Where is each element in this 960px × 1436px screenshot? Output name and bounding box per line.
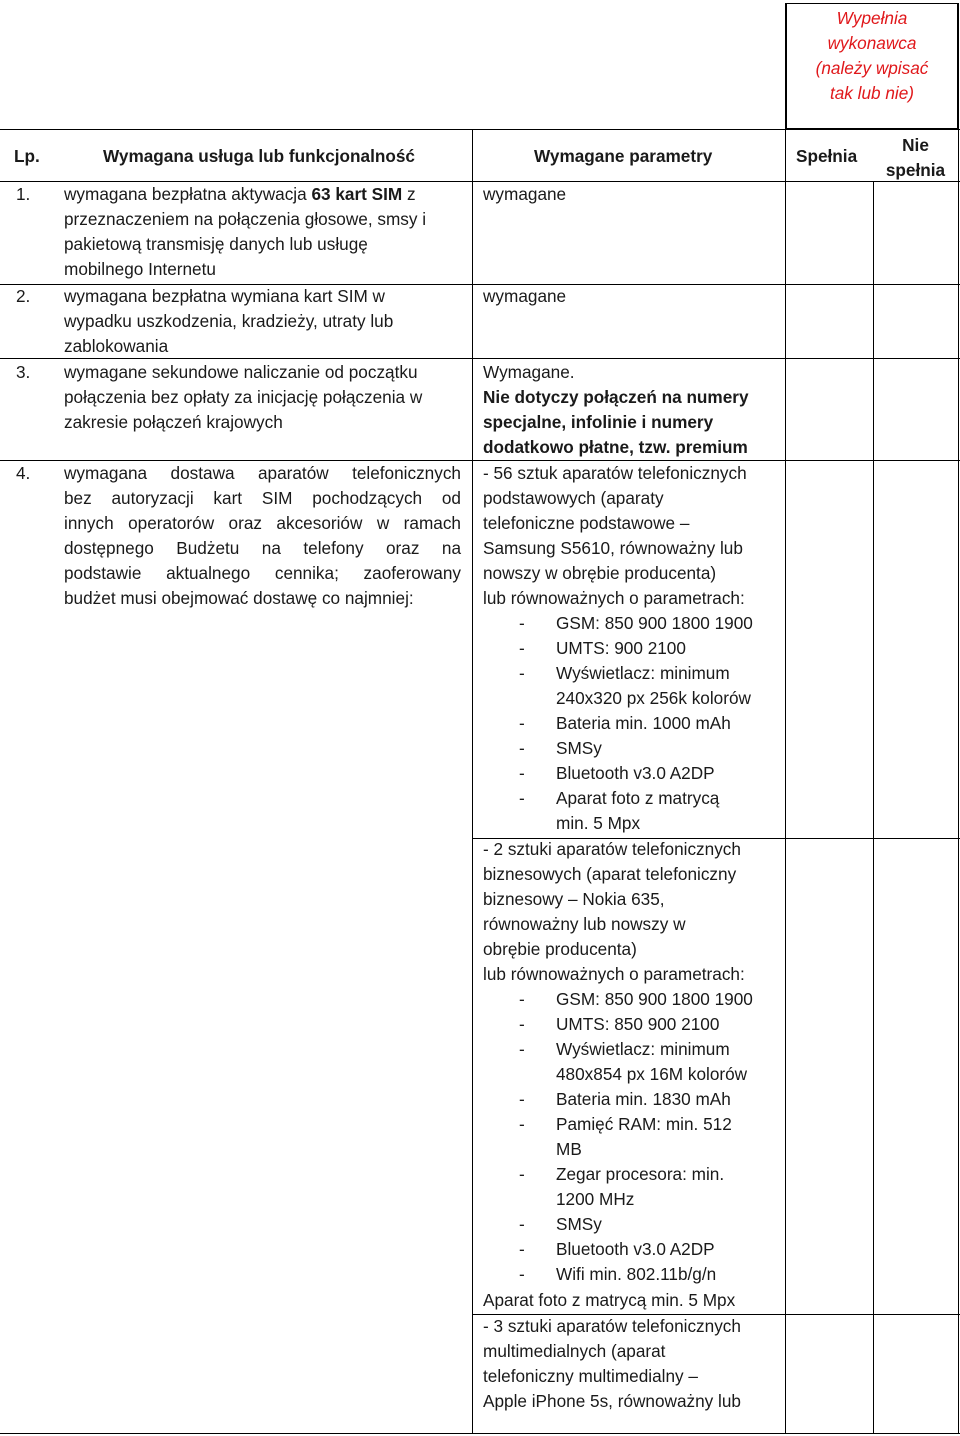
row-text-line: zablokowania <box>64 336 169 356</box>
spec-item: MB <box>556 1139 582 1159</box>
note-line: Wypełnia <box>836 8 908 28</box>
header-not-meets-line: Nie <box>902 135 929 155</box>
header-params: Wymagane parametry <box>534 146 713 166</box>
spec-item: Zegar procesora: min. <box>556 1164 725 1184</box>
spec-item: Wyświetlacz: minimum <box>556 663 730 683</box>
row-text-line: budżet musi obejmować dostawę co najmniej: <box>64 588 414 608</box>
spec-item: Bluetooth v3.0 A2DP <box>556 763 715 783</box>
row-text-line: zakresie połączeń krajowych <box>64 412 283 432</box>
spec-item: GSM: 850 900 1800 1900 <box>556 989 753 1009</box>
bullet-dash: - <box>519 638 525 658</box>
bullet-dash: - <box>519 663 525 683</box>
header-service: Wymagana usługa lub funkcjonalność <box>103 146 415 166</box>
sim-count: 63 kart SIM <box>311 184 403 204</box>
phones-line: nowszy w obrębie producenta) <box>483 563 717 583</box>
bullet-dash: - <box>519 1114 525 1134</box>
phones-line: lub równoważnych o parametrach: <box>483 588 745 608</box>
row-text-line: wymagana dostawa aparatów telefonicznych <box>64 463 461 483</box>
row-param-note: specjalne, infolinie i numery <box>483 412 714 432</box>
spec-item: Wyświetlacz: minimum <box>556 1039 730 1059</box>
row-text-line: połączenia bez opłaty za inicjację połączenia w <box>64 387 423 407</box>
phones-line: telefoniczne podstawowe – <box>483 513 690 533</box>
row-text-part: wymagana bezpłatna aktywacja <box>64 184 312 204</box>
spec-item: Wifi min. 802.11b/g/n <box>556 1264 717 1284</box>
phones-line: telefoniczny multimedialny – <box>483 1366 698 1386</box>
spec-item: UMTS: 900 2100 <box>556 638 686 658</box>
row-text-line: podstawie aktualnego cennika; zaoferowany <box>64 563 461 583</box>
phones-line: lub równoważnych o parametrach: <box>483 964 745 984</box>
header-meets: Spełnia <box>796 146 858 166</box>
bullet-dash: - <box>519 1089 525 1109</box>
header-not-meets-line: spełnia <box>885 160 946 180</box>
header-lp: Lp. <box>14 146 40 166</box>
phones-line: obrębie producenta) <box>483 939 637 959</box>
bullet-dash: - <box>519 1214 525 1234</box>
spec-item: Bluetooth v3.0 A2DP <box>556 1239 715 1259</box>
spec-item: 480x854 px 16M kolorów <box>556 1064 748 1084</box>
row-number: 4. <box>16 463 31 483</box>
phones-line: biznesowych (aparat telefoniczny <box>483 864 737 884</box>
phones-line: podstawowych (aparaty <box>483 488 664 508</box>
row-text-line: wypadku uszkodzenia, kradzieży, utraty lub <box>64 311 394 331</box>
spec-item: Aparat foto z matrycą <box>556 788 720 808</box>
row-param-note: Nie dotyczy połączeń na numery <box>483 387 749 407</box>
spec-item: 1200 MHz <box>556 1189 635 1209</box>
bullet-dash: - <box>519 1014 525 1034</box>
bullet-dash: - <box>519 1039 525 1059</box>
bullet-dash: - <box>519 1264 525 1284</box>
phones-line: - 56 sztuk aparatów telefonicznych <box>483 463 747 483</box>
phones-footer: Aparat foto z matrycą min. 5 Mpx <box>483 1290 736 1310</box>
spec-item: min. 5 Mpx <box>556 813 641 833</box>
row-number: 2. <box>16 286 31 306</box>
bullet-dash: - <box>519 1239 525 1259</box>
spec-item: SMSy <box>556 1214 602 1234</box>
phones-line: Samsung S5610, równoważny lub <box>483 538 743 558</box>
row-param-line: Wymagane. <box>483 362 575 382</box>
note-line: (należy wpisać <box>815 58 929 78</box>
row-text-part: z <box>402 184 416 204</box>
phones-line: biznesowy – Nokia 635, <box>483 889 665 909</box>
spec-item: Bateria min. 1000 mAh <box>556 713 731 733</box>
row-param-note: dodatkowo płatne, tzw. premium <box>483 437 748 457</box>
bullet-dash: - <box>519 738 525 758</box>
row-param: wymagane <box>483 286 567 306</box>
spec-item: SMSy <box>556 738 602 758</box>
bullet-dash: - <box>519 613 525 633</box>
bullet-dash: - <box>519 788 525 808</box>
row-text <box>64 182 416 207</box>
bullet-dash: - <box>519 989 525 1009</box>
spec-item: GSM: 850 900 1800 1900 <box>556 613 753 633</box>
row-text-line: wymagana bezpłatna wymiana kart SIM w <box>64 286 385 306</box>
spec-item: UMTS: 850 900 2100 <box>556 1014 720 1034</box>
note-line: tak lub nie) <box>829 83 915 103</box>
phones-line: - 2 sztuki aparatów telefonicznych <box>483 839 741 859</box>
bullet-dash: - <box>519 763 525 783</box>
row-param: wymagane <box>483 184 567 204</box>
row-text-line: bez autoryzacji kart SIM pochodzących od <box>64 488 461 508</box>
row-text-line: dostępnego Budżetu na telefony oraz na <box>64 538 461 558</box>
spec-item: Pamięć RAM: min. 512 <box>556 1114 732 1134</box>
bullet-dash: - <box>519 713 525 733</box>
header-not-meets <box>873 133 958 183</box>
row-number: 1. <box>16 184 31 204</box>
row-number: 3. <box>16 362 31 382</box>
row-text-line: pakietową transmisję danych lub usługę <box>64 234 368 254</box>
row-text-line: innych operatorów oraz akcesoriów w ramach <box>64 513 461 533</box>
row-text-line: wymagane sekundowe naliczanie od początku <box>64 362 418 382</box>
phones-line: multimedialnych (aparat <box>483 1341 666 1361</box>
contractor-note-text <box>786 6 958 106</box>
row-text-line: mobilnego Internetu <box>64 259 216 279</box>
row-text-line: przeznaczeniem na połączenia głosowe, smsy i <box>64 209 427 229</box>
phones-line: równoważny lub nowszy w <box>483 914 686 934</box>
bullet-dash: - <box>519 1164 525 1184</box>
spec-item: 240x320 px 256k kolorów <box>556 688 751 708</box>
phones-line: Apple iPhone 5s, równoważny lub <box>483 1391 741 1411</box>
spec-item: Bateria min. 1830 mAh <box>556 1089 731 1109</box>
note-line: wykonawca <box>827 33 917 53</box>
phones-line: - 3 sztuki aparatów telefonicznych <box>483 1316 741 1336</box>
